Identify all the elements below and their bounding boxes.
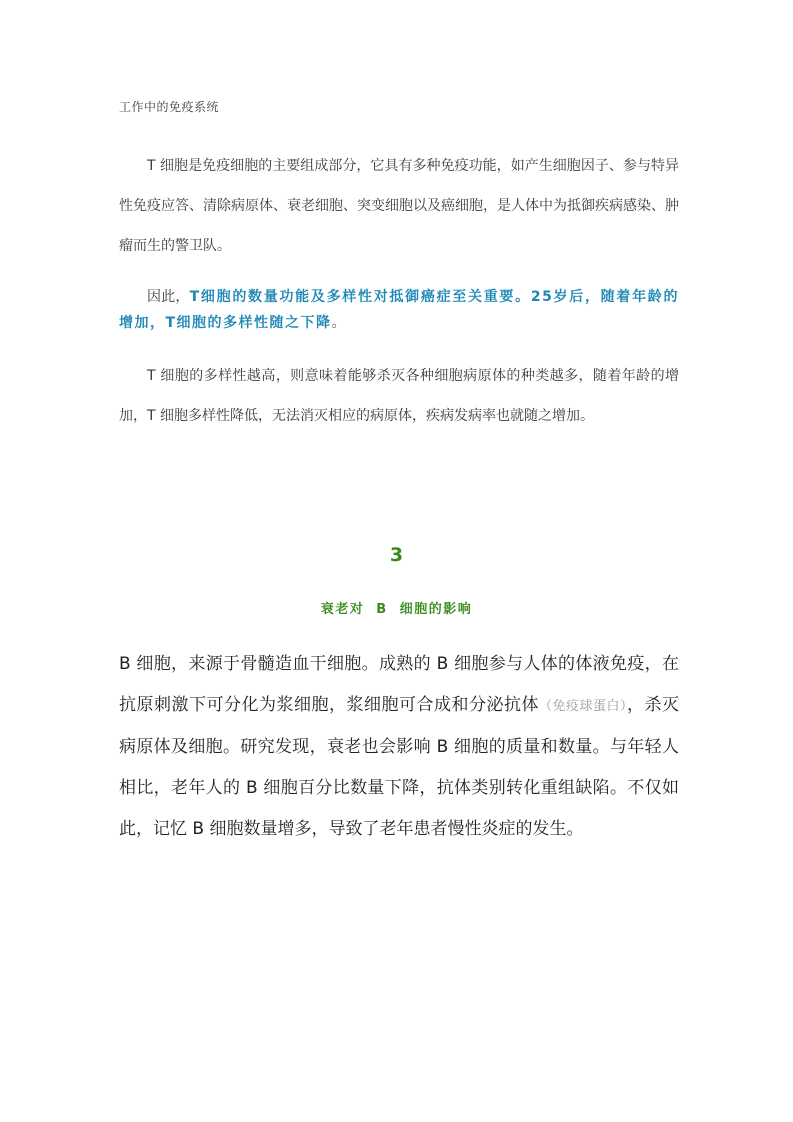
- section-number: 3: [389, 544, 404, 566]
- paragraph-b-cell-part2: ，杀灭病原体及细胞。研究发现，衰老也会影响 B 细胞的质量和数量。与年轻人相比，老年人的 B 细胞百分比数量下降，抗体类别转化重组缺陷。不仅如此，记忆 B 细胞数量增多，导致了老年患者慢性炎症的发生。: [119, 695, 679, 839]
- paragraph-t-cell-diversity: [119, 284, 679, 336]
- paragraph-t-cell-intro: T 细胞是免疫细胞的主要组成部分，它具有多种免疫功能，如产生细胞因子、参与特异性免疫应答、清除病原体、衰老细胞、突变细胞以及癌细胞，是人体中为抵御疾病感染、肿瘤而生的警卫队。: [119, 158, 679, 254]
- paragraph-end-punct: 。: [331, 315, 346, 331]
- section-title: 衰老对 B 细胞的影响: [320, 602, 473, 617]
- highlighted-text: T细胞的数量功能及多样性对抵御癌症至关重要。25岁后，随着年龄的增加，T细胞的多样性随之下降: [119, 289, 680, 331]
- parenthetical-note: （免疫球蛋白）: [539, 699, 627, 714]
- paragraph-b-cell: [119, 644, 679, 850]
- paragraph-b-cell-part1: B 细胞，来源于骨髓造血干细胞。成熟的 B 细胞参与人体的体液免疫，在抗原刺激下可分化为浆细胞，浆细胞可合成和分泌抗体: [119, 654, 679, 715]
- section-caption: 工作中的免疫系统: [119, 100, 220, 114]
- paragraph-t-cell-aging: T 细胞的多样性越高，则意味着能够杀灭各种细胞病原体的种类越多，随着年龄的增加，T 细胞多样性降低，无法消灭相应的病原体，疾病发病率也就随之增加。: [119, 368, 679, 424]
- paragraph-lead-text: 因此，: [147, 289, 190, 305]
